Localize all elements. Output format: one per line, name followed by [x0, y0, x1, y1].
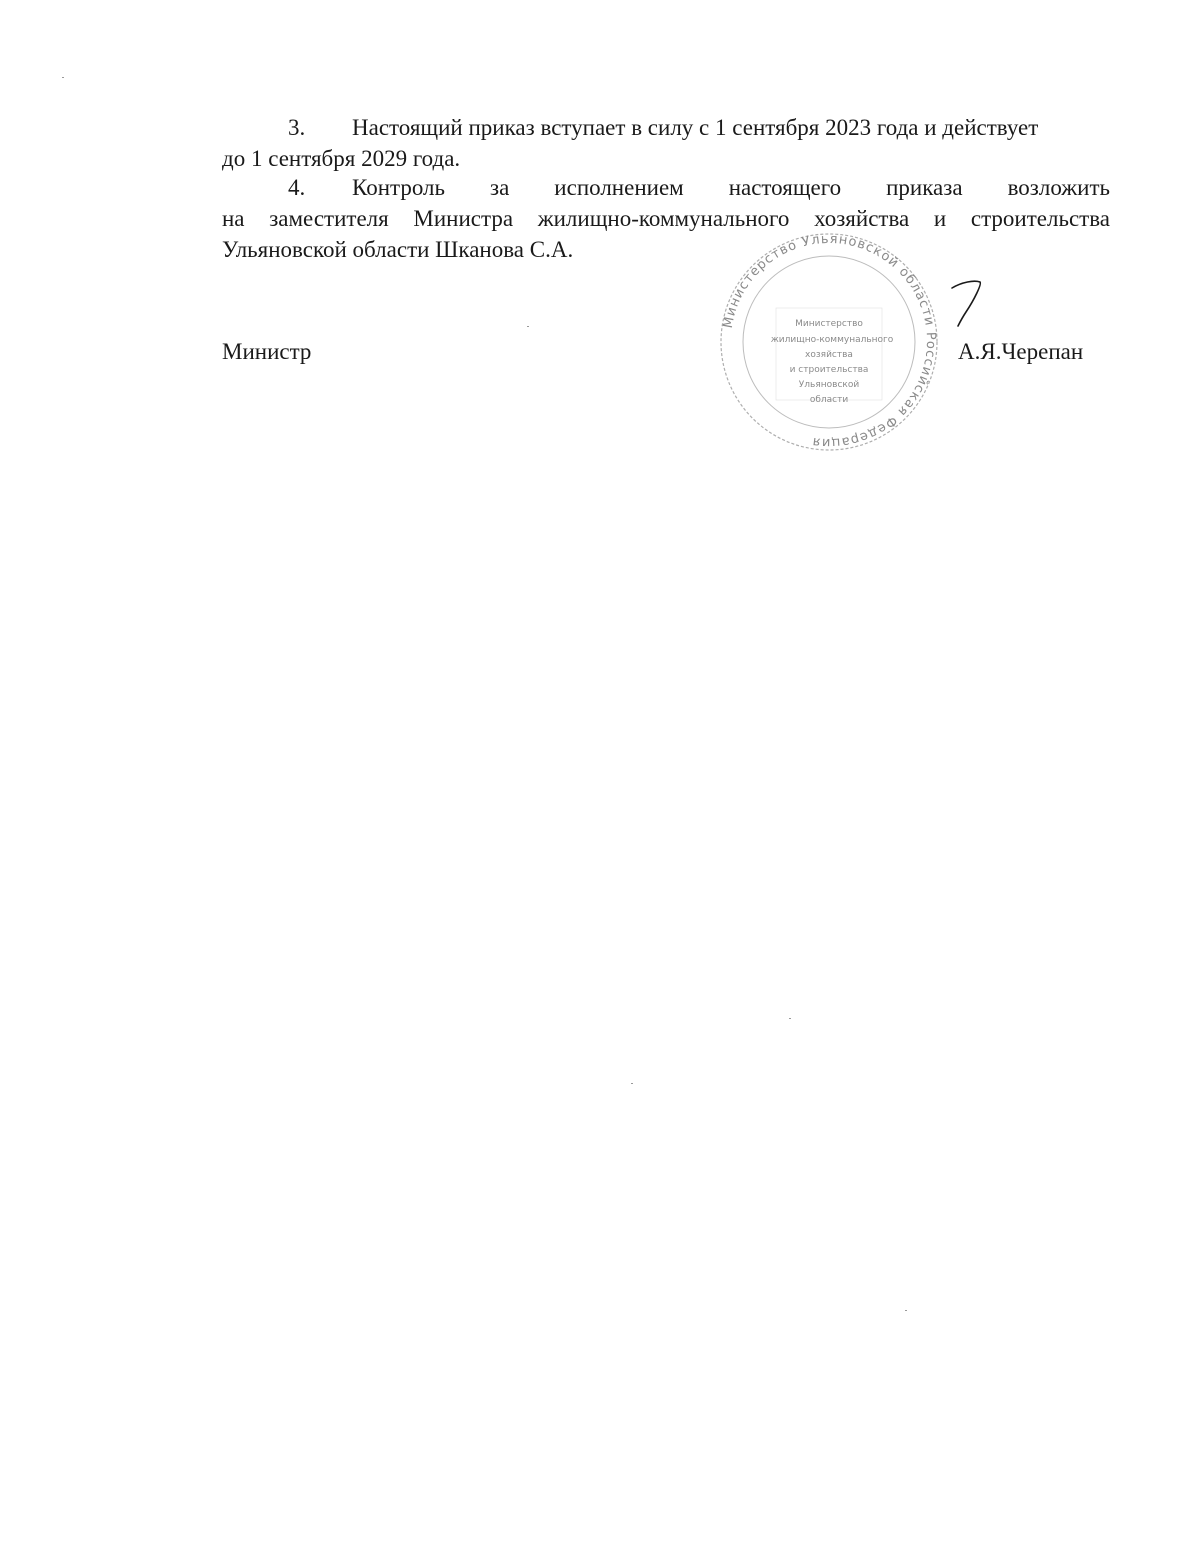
signatory-title: Министр	[222, 339, 312, 364]
item-4-text-line-3: Ульяновской области Шканова С.А.	[222, 237, 574, 262]
order-item-4	[222, 172, 1110, 265]
official-stamp	[714, 226, 944, 458]
order-item-3	[222, 112, 1110, 174]
item-4-text-line-1: Контроль за исполнением настоящего приказа возложить	[352, 175, 1110, 200]
handwritten-signature	[944, 270, 994, 340]
stamp-inner-line-3: хозяйства	[805, 350, 853, 360]
item-4-first-line	[222, 172, 1110, 203]
scan-speck	[527, 326, 529, 327]
item-3-text-line-2: до 1 сентября 2029 года.	[222, 146, 461, 171]
item-3-text-line-1: Настоящий приказ вступает в силу с 1 сентября 2023 года и действует	[352, 115, 1039, 140]
signatory-name: А.Я.Черепан	[958, 339, 1084, 364]
item-4-number: 4.	[288, 175, 306, 200]
stamp-inner-line-4: и строительства	[789, 365, 869, 375]
scan-speck	[905, 1310, 907, 1311]
stamp-inner-line-2: жилищно-коммунального	[770, 335, 894, 345]
scan-speck	[62, 77, 64, 78]
stamp-inner-line-1: Министерство	[795, 319, 863, 329]
item-4-text-line-2: на заместителя Министра жилищно-коммунального хозяйства и строительства	[222, 206, 1110, 231]
item-3-first-line	[222, 112, 1110, 143]
stamp-outer-text: Министерство Ульяновской области Российская Федерация	[720, 231, 939, 451]
stamp-inner-line-6: области	[809, 395, 849, 405]
scan-speck	[789, 1018, 791, 1019]
stamp-inner-line-5: Ульяновской	[798, 380, 860, 390]
item-3-number: 3.	[288, 115, 306, 140]
scan-speck	[631, 1083, 633, 1084]
